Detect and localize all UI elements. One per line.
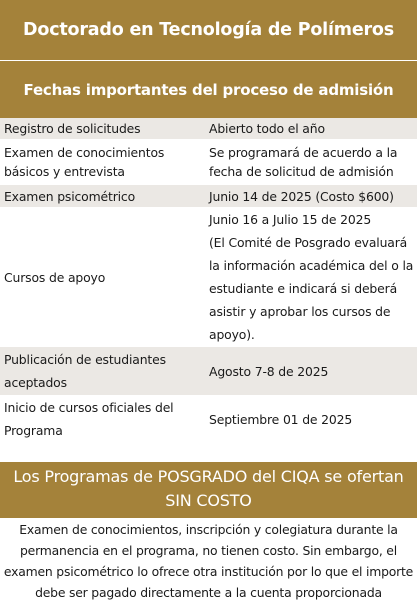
row-label-examen-conocimientos: Examen de conocimientos básicos y entrevista [0,139,204,185]
table-row [0,395,417,443]
row-value-registro: Abierto todo el año [204,118,417,139]
table-row [0,139,417,185]
row-value-inicio-cursos: Septiembre 01 de 2025 [204,395,417,443]
table-row [0,185,417,207]
table-row [0,207,417,347]
cursos-apoyo-dates: Junio 16 a Julio 15 de 2025 [209,212,372,227]
row-label-registro: Registro de solicitudes [0,118,204,139]
program-title: Doctorado en Tecnología de Polímeros [0,0,417,61]
cost-note: Examen de conocimientos, inscripción y colegiatura durante la permanencia en el programa, no tienen costo. Sin embargo, el examen psicométrico lo ofrece otra institución por lo que el importe debe ser pagado directamente a la cuenta proporcionada [3,522,414,600]
row-value-cursos-apoyo [204,207,417,347]
row-label-inicio-cursos: Inicio de cursos oficiales del Programa [0,395,204,443]
cursos-apoyo-note: (El Comité de Posgrado evaluará la información académica del o la estudiante e indicará si deberá asistir y aprobar los cursos de apoyo). [209,235,414,342]
row-value-examen-psicometrico: Junio 14 de 2025 (Costo $600) [204,185,417,207]
table-row [0,347,417,395]
row-label-publicacion: Publicación de estudiantes aceptados [0,347,204,395]
row-label-examen-psicometrico: Examen psicométrico [0,185,204,207]
section-subtitle: Fechas importantes del proceso de admisión [0,61,417,118]
admission-dates-table [0,118,417,443]
row-label-cursos-apoyo: Cursos de apoyo [0,207,204,347]
table-row [0,118,417,139]
row-value-examen-conocimientos: Se programará de acuerdo a la fecha de solicitud de admisión [204,139,417,185]
no-cost-banner: Los Programas de POSGRADO del CIQA se ofertan SIN COSTO [0,462,417,518]
row-value-publicacion: Agosto 7-8 de 2025 [204,347,417,395]
